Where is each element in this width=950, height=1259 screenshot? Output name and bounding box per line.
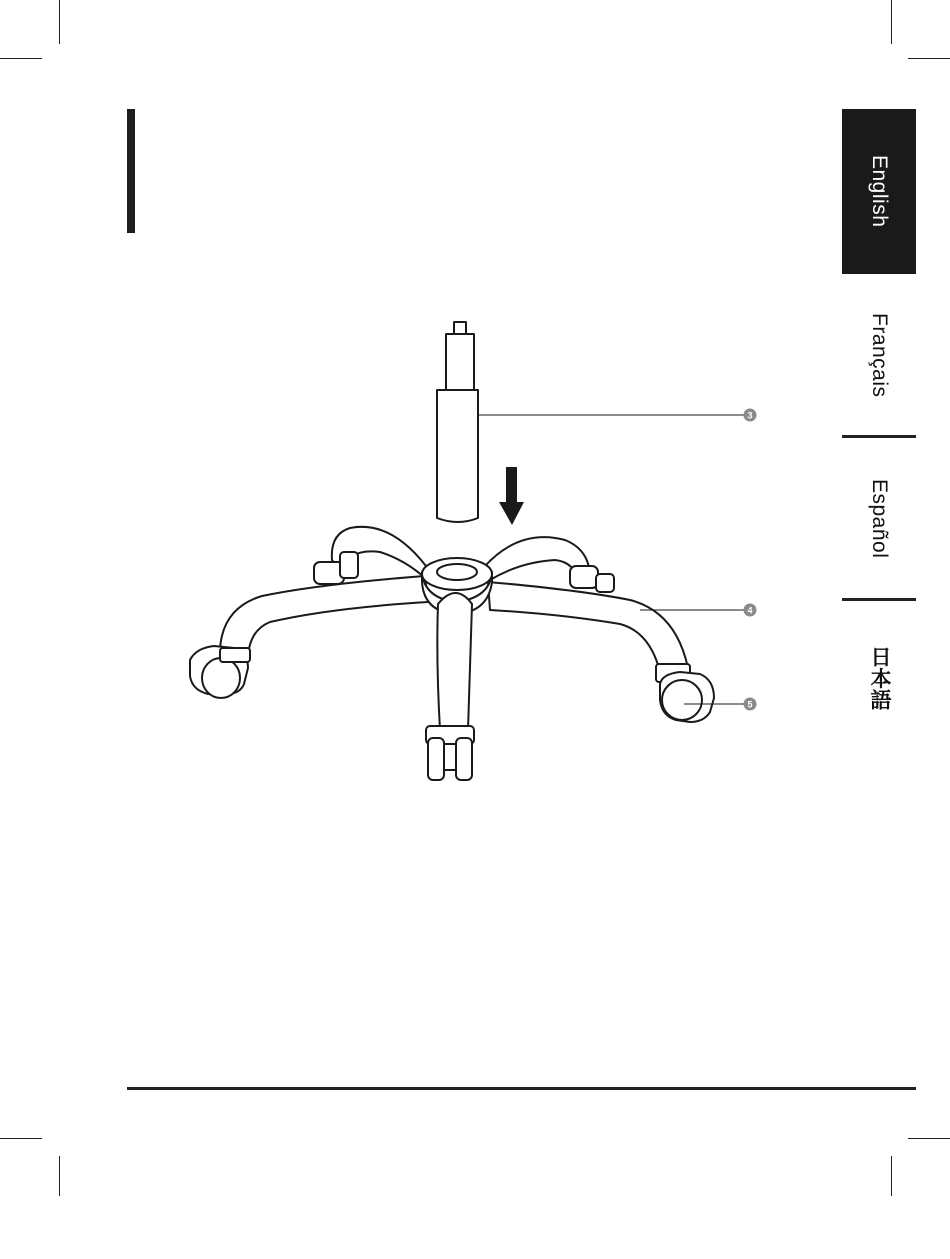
tab-francais[interactable] bbox=[842, 278, 916, 433]
callout-number-4: 4 bbox=[747, 605, 753, 616]
caster-front-left bbox=[190, 646, 250, 698]
crop-mark-top-right-v bbox=[891, 0, 892, 44]
tab-divider bbox=[842, 598, 916, 601]
chair-base-assembly-illustration bbox=[180, 315, 780, 795]
crop-mark-bottom-left-v bbox=[59, 1156, 60, 1196]
crop-mark-bottom-right-h bbox=[908, 1138, 950, 1139]
base-arm-front bbox=[437, 593, 472, 730]
tab-japanese-label: 日本語 bbox=[868, 645, 891, 711]
tab-english[interactable] bbox=[842, 109, 916, 274]
tab-espanol[interactable] bbox=[842, 440, 916, 597]
caster-front-right bbox=[656, 664, 714, 722]
crop-mark-bottom-right-v bbox=[891, 1156, 892, 1196]
caster-front bbox=[426, 726, 474, 780]
base-arm-front-left bbox=[220, 576, 428, 656]
crop-mark-top-left-h bbox=[0, 58, 42, 59]
callout-number-5: 5 bbox=[747, 699, 753, 710]
down-arrow-icon bbox=[499, 467, 524, 525]
crop-mark-top-left-v bbox=[59, 0, 60, 44]
footer-rule bbox=[127, 1087, 916, 1090]
section-marker-bar bbox=[127, 109, 135, 233]
tab-divider bbox=[842, 435, 916, 438]
crop-mark-top-right-h bbox=[908, 58, 950, 59]
gas-lift-cylinder bbox=[437, 322, 478, 522]
base-arm-front-right bbox=[488, 582, 688, 672]
tab-espanol-label: Español bbox=[868, 478, 891, 559]
tab-english-label: English bbox=[868, 155, 891, 228]
tab-francais-label: Français bbox=[868, 313, 891, 398]
callout-number-3: 3 bbox=[747, 410, 753, 421]
caster-back-right bbox=[570, 566, 614, 592]
crop-mark-bottom-left-h bbox=[0, 1138, 42, 1139]
tab-japanese[interactable] bbox=[842, 603, 916, 753]
